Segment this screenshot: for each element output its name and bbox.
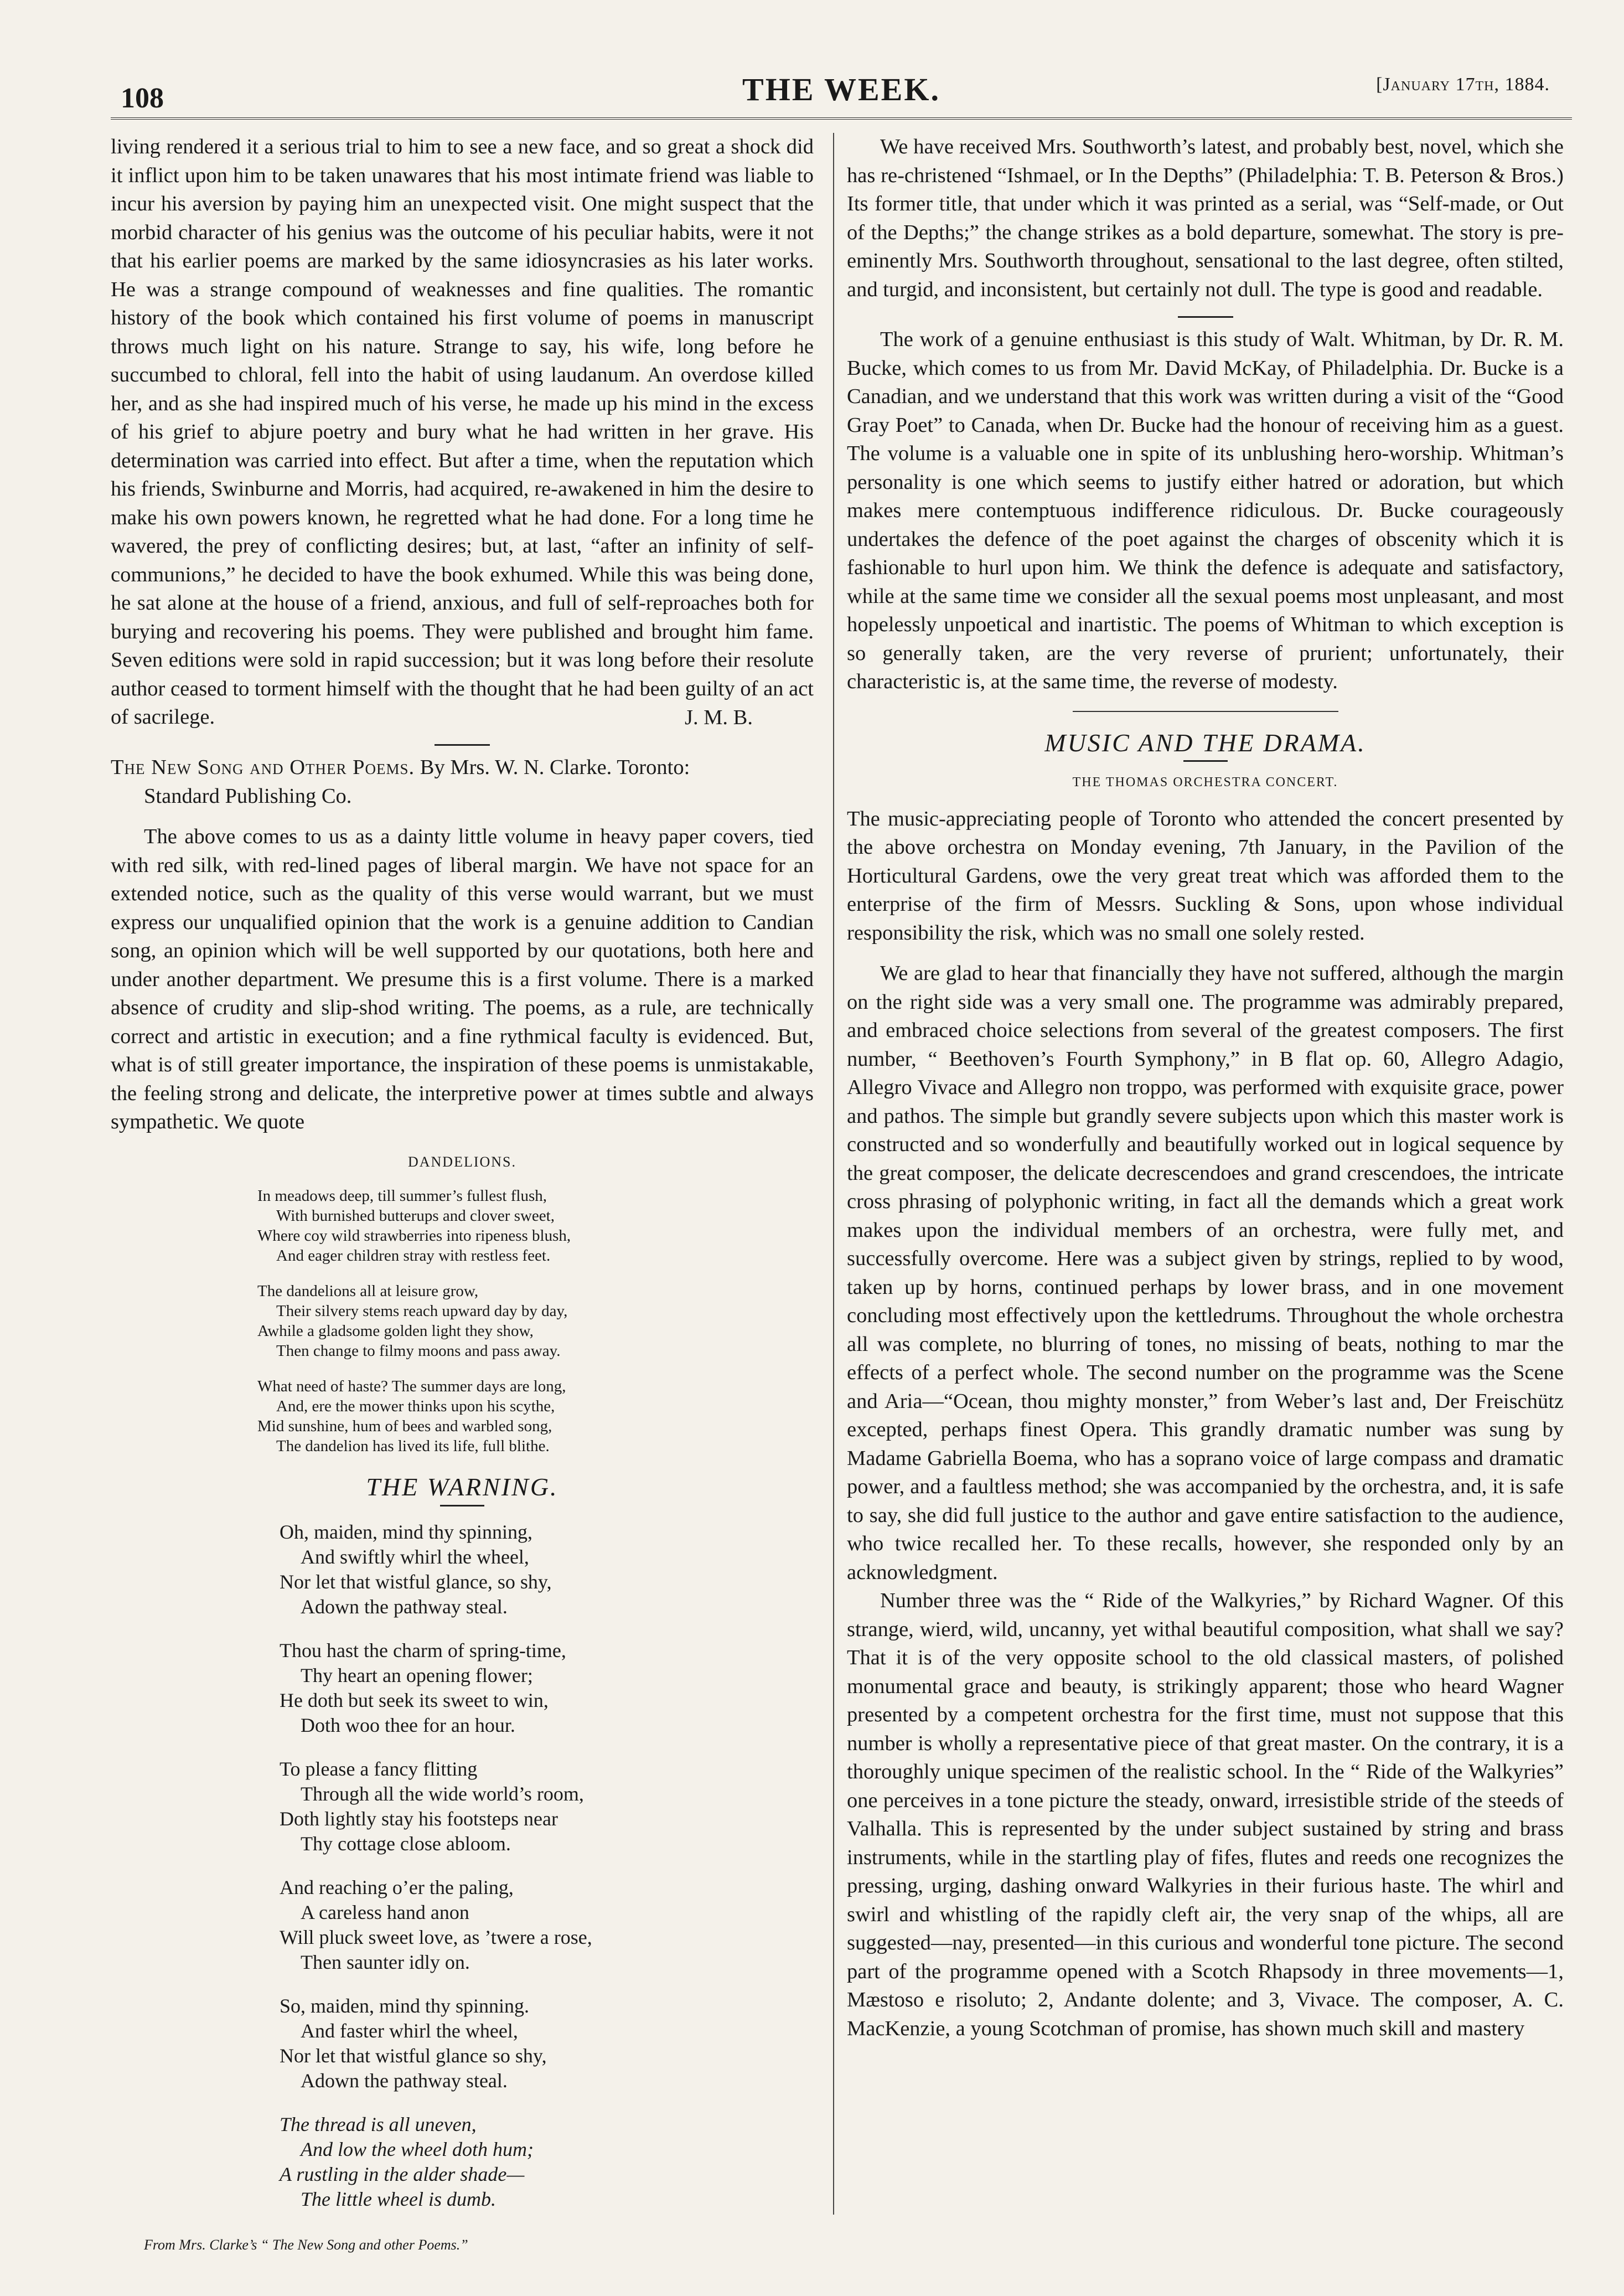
title-rule (440, 1505, 484, 1506)
poem-line: The thread is all uneven, (280, 2113, 477, 2135)
poem-line: Doth lightly stay his footsteps near (280, 1807, 558, 1830)
poem-line: To please a fancy flitting (280, 1757, 478, 1780)
poem-line: In meadows deep, till summer’s fullest flush, (257, 1187, 547, 1205)
review-publisher: Standard Publishing Co. (144, 784, 352, 808)
poem-credit: From Mrs. Clarke’s “ The New Song and other Poems.” (144, 2236, 468, 2253)
poem-line: With burnished butterups and clover sweet, (276, 1207, 555, 1225)
poem-line: Nor let that wistful glance, so shy, (280, 1570, 552, 1593)
poem-line: The little wheel is dumb. (301, 2187, 496, 2210)
poem-stanza (280, 1638, 814, 1738)
left-column (111, 133, 814, 2259)
section-rule (1073, 711, 1338, 712)
poem-line: Oh, maiden, mind thy spinning, (280, 1520, 532, 1543)
article-continuation: living rendered it a serious trial to him to see a new face, and so great a shock did it inflict upon him to be taken unawares that his most intimate friend was liable to incur his aversion by paying him an unexpected visit. One might suspect that the morbid character of his genius was the outcome of his peculiar habits, were it not that his earlier poems are marked by the same idiosyncrasies as his later works. He was a strange compound of weaknesses and fine qualities. The romantic history of the book which contained his first volume of poems in manuscript throws much light on his nature. Strange to say, his wife, long before he succumbed to chloral, fell into the habit of using laudanum. An overdose killed her, and as she had inspired much of his verse, he made up his mind in the excess of his grief to abjure poetry and bury what he had written in her grave. His determination was carried into effect. But after a time, when the reputation which his friends, Swinburne and Morris, had acquired, re-awakened in him the desire to make his own powers known, he regretted what he had done. For a long time he wavered, the prey of conflicting desires; but, at last, “after an infinity of self-communions,” he decided to have the book exhumed. While this was being done, he sat alone at the house of a friend, anxious, and full of self-reproaches both for burying and recovering his poems. They were published and brought him fame. Seven editions were sold in rapid succession; but it was long before their resolute author ceased to torment himself with the thought that he had been guilty of an act of sacrilege. (111, 135, 814, 729)
poem-line: The dandelion has lived its life, full blithe. (276, 1437, 550, 1455)
author-signature: J. M. B. (684, 705, 753, 729)
review-byline: By Mrs. W. N. Clarke. Toronto: (420, 756, 690, 779)
poem-line: And eager children stray with restless feet. (276, 1247, 551, 1265)
section-title-music: MUSIC AND THE DRAMA. (1044, 728, 1366, 757)
poem-line: Their silvery stems reach upward day by day, (276, 1302, 568, 1320)
poem-line: Nor let that wistful glance so shy, (280, 2044, 547, 2067)
journal-title: THE WEEK. (742, 71, 940, 107)
review-book-title: The New Song and Other Poems. (111, 756, 415, 779)
poem-stanza (280, 1757, 814, 1856)
poem-warning (111, 1520, 814, 2212)
concert-paragraph: We are glad to hear that financially they have not suffered, although the margin on the right side was a very small one. The programme was admirably prepared, and embraced choice selections from several of the greatest composers. The first number, “ Beethoven’s Fourth Symphony,” in B flat op. 60, Allegro Adagio, Allegro Vivace and Allegro non troppo, was performed with exquisite grace, power and pathos. The simple but grandly severe subjects upon which this master work is constructed and so wonderfully and beautifully worked out in logical sequence by the great composer, the delicate decrescendoes and grand crescendoes, the intricate cross phrasing of polyphonic writing, in fact all the demands which a great work makes upon the individual members of an orchestra, were fully met, and successfully overcome. Here was a subject given by strings, replied to by wood, taken up by horns, continued perhaps by lower brass, and in one movement concluding most effectively upon the kettledrums. Throughout the whole orchestra all was complete, no blurring of tones, no missing of beats, nothing to mar the effects of a perfect whole. The second number on the programme was the Scene and Aria—“Ocean, thou mighty monster,” from Weber’s last and, Der Freischütz excepted, perhaps finest Opera. This grandly dramatic number was sung by Madame Gabriella Boema, who has a soprano voice of large compass and dramatic power, and a faultless method; she was accompanied by the orchestra, and, it is safe to say, she did full justice to the author and gave entire satisfaction to the audience, who twice recalled her. To these recalls, however, she responded only by an acknowledgment. (847, 962, 1564, 1584)
poem-line: Adown the pathway steal. (301, 1595, 508, 1618)
issue-date: [January 17th, 1884. (1376, 74, 1550, 95)
poem-line: So, maiden, mind thy spinning. (280, 1994, 530, 2017)
poem-stanza (257, 1186, 814, 1266)
review-southworth: We have received Mrs. Southworth’s latest, and probably best, novel, which she has re-christened “Ishmael, or In the Depths” (Philadelphia: T. B. Peterson & Bros.) Its former title, that under which it was printed as a serial, was “Self-made, or Out of the Depths;” the change strikes as a bold departure, somewhat. The story is pre-eminently Mrs. Southworth throughout, sensational to the last degree, often stilted, and turgid, and inconsistent, but certainly not dull. The type is good and readable. (847, 135, 1564, 301)
poem-title-dandelions: DANDELIONS. (407, 1153, 517, 1170)
poem-line: Doth woo thee for an hour. (301, 1714, 515, 1736)
poem-line: And, ere the mower thinks upon his scythe, (276, 1397, 555, 1415)
header-rule (111, 117, 1572, 120)
section-rule (435, 744, 490, 746)
poem-line: A rustling in the alder shade— (280, 2163, 525, 2185)
poem-stanza (280, 1994, 814, 2093)
poem-line: Mid sunshine, hum of bees and warbled song, (257, 1417, 552, 1435)
column-divider (833, 133, 834, 2215)
poem-stanza (280, 1875, 814, 1975)
poem-line: Then saunter idly on. (301, 1951, 470, 1973)
poem-stanza (257, 1281, 814, 1361)
concert-paragraph: Number three was the “ Ride of the Walkyries,” by Richard Wagner. Of this strange, wierd, wild, uncanny, yet withal beautiful composition, what shall we say? That it is of the very opposite school to the old classical masters, of polished monumental grace and beauty, is strikingly apparent; those who heard Wagner presented by a competent orchestra for the first time, must not suppose that this number is wholly a representative piece of that great master. On the contrary, it is a thoroughly unique specimen of the realistic school. In the “ Ride of the Walkyries” one perceives in a tone picture the steady, onward, irresistible stride of the steeds of Valhalla. This is represented by the under subject sustained by string and brass instruments, while in the startling play of fifes, flutes and reeds one recognizes the pressing, urging, dashing onward Walkyries in their furious haste. The whirl and swirl and whistling of the rapidly cleft air, the very snap of the whips, all are suggested—nay, presented—in this curious and wonderful tone picture. The second part of the programme opened with a Scotch Rhapsody in three movements—1, Mæstoso e risoluto; 2, Andante dolente; and 3, Vivace. The composer, A. C. MacKenzie, a young Scotchman of promise, has shown much skill and mastery (847, 1589, 1564, 2040)
poem-line: Awhile a gladsome golden light they show, (257, 1322, 534, 1340)
review-body: The above comes to us as a dainty little volume in heavy paper covers, tied with red silk, with red-lined pages of liberal margin. We have not space for an extended notice, such as the quality of this verse would warrant, but we must express our unqualified opinion that the work is a genuine addition to Candian song, an opinion which will be well supported by our quotations, both here and under another department. We presume this is a first volume. There is a marked absence of crudity and slip-shod writing. The poems, as a rule, are technically correct and artistic in execution; and a fine rythmical faculty is evidenced. But, what is of still greater importance, the inspiration of these poems is unmistakable, the feeling strong and delicate, the interpretive power at times subtle and always sympathetic. We quote (111, 825, 814, 1133)
poem-dandelions (111, 1186, 814, 1456)
poem-line: And faster whirl the wheel, (301, 2019, 518, 2042)
page-number: 108 (121, 82, 164, 114)
section-rule (1178, 316, 1233, 318)
poem-line: Thy cottage close abloom. (301, 1832, 511, 1855)
poem-title-warning: THE WARNING. (366, 1473, 558, 1501)
title-rule (1183, 760, 1228, 762)
concert-paragraph: The music-appreciating people of Toronto who attended the concert presented by the above orchestra on Monday evening, 7th January, in the Pavilion of the Horticultural Gardens, owe the very great treat which was afforded them to the enterprise of the firm of Messrs. Suckling & Sons, upon whose individual responsibility the risk, which was no small one solely rested. (847, 807, 1564, 945)
poem-line: Adown the pathway steal. (301, 2069, 508, 2092)
concert-subtitle: THE THOMAS ORCHESTRA CONCERT. (1072, 775, 1338, 790)
poem-line: Then change to filmy moons and pass away. (276, 1342, 561, 1360)
poem-line: Will pluck sweet love, as ’twere a rose, (280, 1926, 592, 1948)
poem-stanza (257, 1376, 814, 1456)
right-column (847, 133, 1564, 2043)
poem-line: A careless hand anon (301, 1901, 469, 1923)
poem-line: Through all the wide world’s room, (301, 1782, 584, 1805)
poem-line: The dandelions all at leisure grow, (257, 1282, 479, 1300)
poem-line: Thou hast the charm of spring-time, (280, 1639, 566, 1662)
poem-line: And low the wheel doth hum; (301, 2138, 534, 2160)
review-whitman: The work of a genuine enthusiast is this study of Walt. Whitman, by Dr. R. M. Bucke, which comes to us from Mr. David McKay, of Philadelphia. Dr. Bucke is a Canadian, and we understand that this work was written during a visit of the “Good Gray Poet” to Canada, when Dr. Bucke had the honour of receiving him as a guest. The volume is a valuable one in spite of its unblushing hero-worship. Whitman’s personality is one which seems to justify either hatred or adoration, but which makes mere contemptuous indifference ridiculous. Dr. Bucke courageously undertakes the defence of the poet against the charges of obscenity which it is fashionable to hurl upon him. We think the defence is adequate and satisfactory, while at the same time we consider all the sexual poems most unpleasant, and most hopelessly unpoetical and inartistic. The poems of Whitman to which exception is so generally taken, are the very reverse of prurient; unfortunately, their characteristic is, at the same time, the reverse of modesty. (847, 328, 1564, 693)
poem-line: What need of haste? The summer days are long, (257, 1377, 566, 1395)
poem-stanza (280, 2112, 814, 2212)
review-heading (111, 754, 814, 811)
poem-line: He doth but seek its sweet to win, (280, 1689, 549, 1711)
poem-stanza (280, 1520, 814, 1619)
poem-line: Thy heart an opening flower; (301, 1664, 533, 1686)
page-header (111, 65, 1572, 115)
poem-line: And swiftly whirl the wheel, (301, 1545, 529, 1568)
poem-line: And reaching o’er the paling, (280, 1876, 514, 1898)
poem-line: Where coy wild strawberries into ripeness blush, (257, 1227, 571, 1245)
